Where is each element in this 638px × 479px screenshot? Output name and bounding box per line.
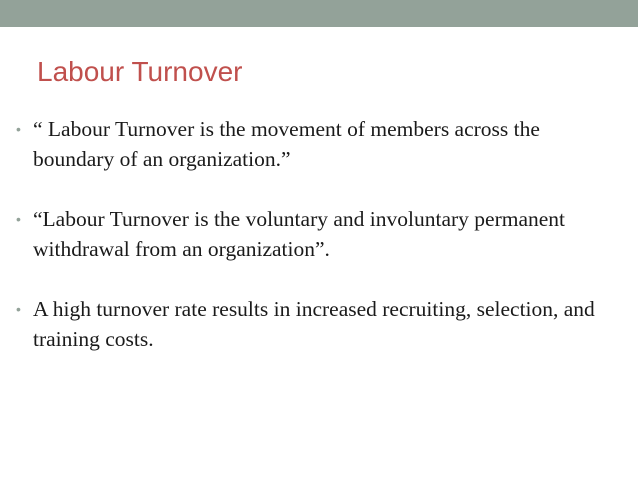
bullet-marker: • [16,211,21,227]
bullet-item-2 [16,204,616,264]
bullet-marker: • [16,121,21,137]
bullet-list [16,114,616,384]
bullet-text-3: A high turnover rate results in increased recruiting, selection, and training costs. [33,297,595,351]
bullet-item-1 [16,114,616,174]
bullet-marker: • [16,301,21,317]
bullet-item-3 [16,294,616,354]
bullet-text-1: “ Labour Turnover is the movement of members across the boundary of an organization.” [33,117,540,171]
slide-top-bar [0,0,638,27]
bullet-text-2: “Labour Turnover is the voluntary and involuntary permanent withdrawal from an organization”. [33,207,566,261]
slide-title: Labour Turnover [37,56,243,87]
